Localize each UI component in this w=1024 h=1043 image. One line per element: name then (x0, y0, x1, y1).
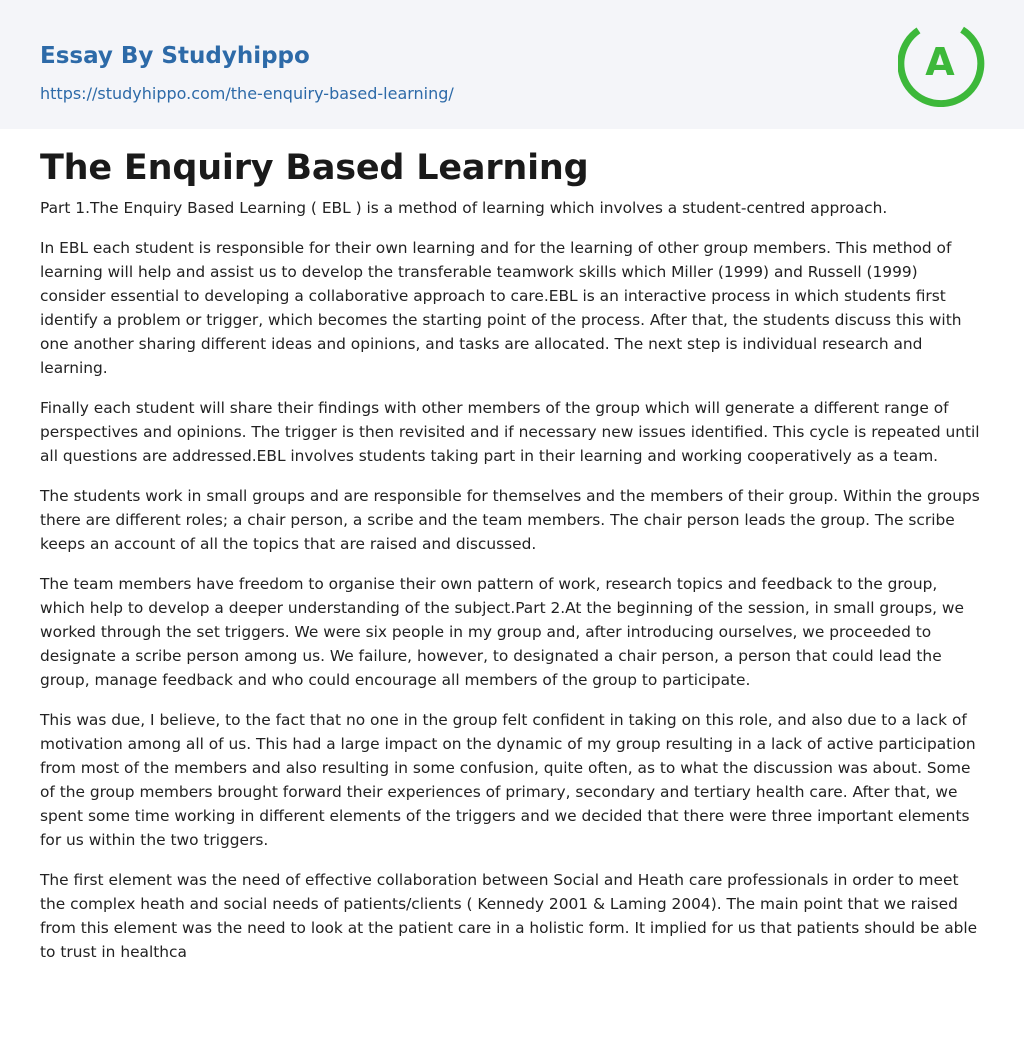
essay-paragraph: The first element was the need of effective collaboration between Social and Heath care professionals in order to meet the complex heath and social needs of patients/clients ( Kennedy 2001 & Laming 2004). The main point that we raised from this element was the need to look at the patient care in a holistic form. It implied for us that patients should be able to trust in healthca (40, 871, 978, 961)
essay-paragraph: Finally each student will share their findings with other members of the group which will generate a different range of perspectives and opinions. The trigger is then revisited and if necessary new issues identified. This cycle is repeated until all questions are addressed.EBL involves students taking part in their learning and working cooperatively as a team. (40, 399, 980, 465)
studyhippo-logo-icon[interactable] (898, 17, 988, 107)
essay-paragraph: The team members have freedom to organise their own pattern of work, research topics and feedback to the group, which help to develop a deeper understanding of the subject.Part 2.At the beginning of the session, in small groups, we worked through the set triggers. We were six people in my group and, after introducing ourselves, we proceeded to designate a scribe person among us. We failure, however, to designated a chair person, a person that could lead the group, manage feedback and who could encourage all members of the group to participate. (40, 575, 964, 689)
essay-paragraph: The students work in small groups and are responsible for themselves and the members of their group. Within the groups there are different roles; a chair person, a scribe and the team members. The chair person leads the group. The scribe keeps an account of all the topics that are raised and discussed. (40, 487, 980, 553)
essay-paragraph: In EBL each student is responsible for their own learning and for the learning of other group members. This method of learning will help and assist us to develop the transferable teamwork skills which Miller (1999) and Russell (1999) consider essential to developing a collaborative approach to care.EBL is an interactive process in which students first identify a problem or trigger, which becomes the starting point of the process. After that, the students discuss this with one another sharing different ideas and opinions, and tasks are allocated. The next step is individual research and learning. (40, 239, 962, 377)
logo-letter: A (925, 40, 955, 84)
essay-paragraph: Part 1.The Enquiry Based Learning ( EBL ) is a method of learning which involves a student-centred approach. (40, 199, 888, 217)
essay-title: The Enquiry Based Learning (40, 148, 589, 188)
essay-url-link[interactable]: https://studyhippo.com/the-enquiry-based-learning/ (40, 84, 454, 103)
brand-title: Essay By Studyhippo (40, 43, 310, 69)
site-header (0, 0, 1024, 129)
essay-content (0, 129, 1024, 964)
essay-paragraph: This was due, I believe, to the fact that no one in the group felt confident in taking on this role, and also due to a lack of motivation among all of us. This had a large impact on the dynamic of my group resulting in a lack of active participation from most of the members and also resulting in some confusion, quite often, as to what the discussion was about. Some of the group members brought forward their experiences of primary, secondary and tertiary health care. After that, we spent some time working in different elements of the triggers and we decided that there were three important elements for us within the two triggers. (40, 711, 976, 849)
